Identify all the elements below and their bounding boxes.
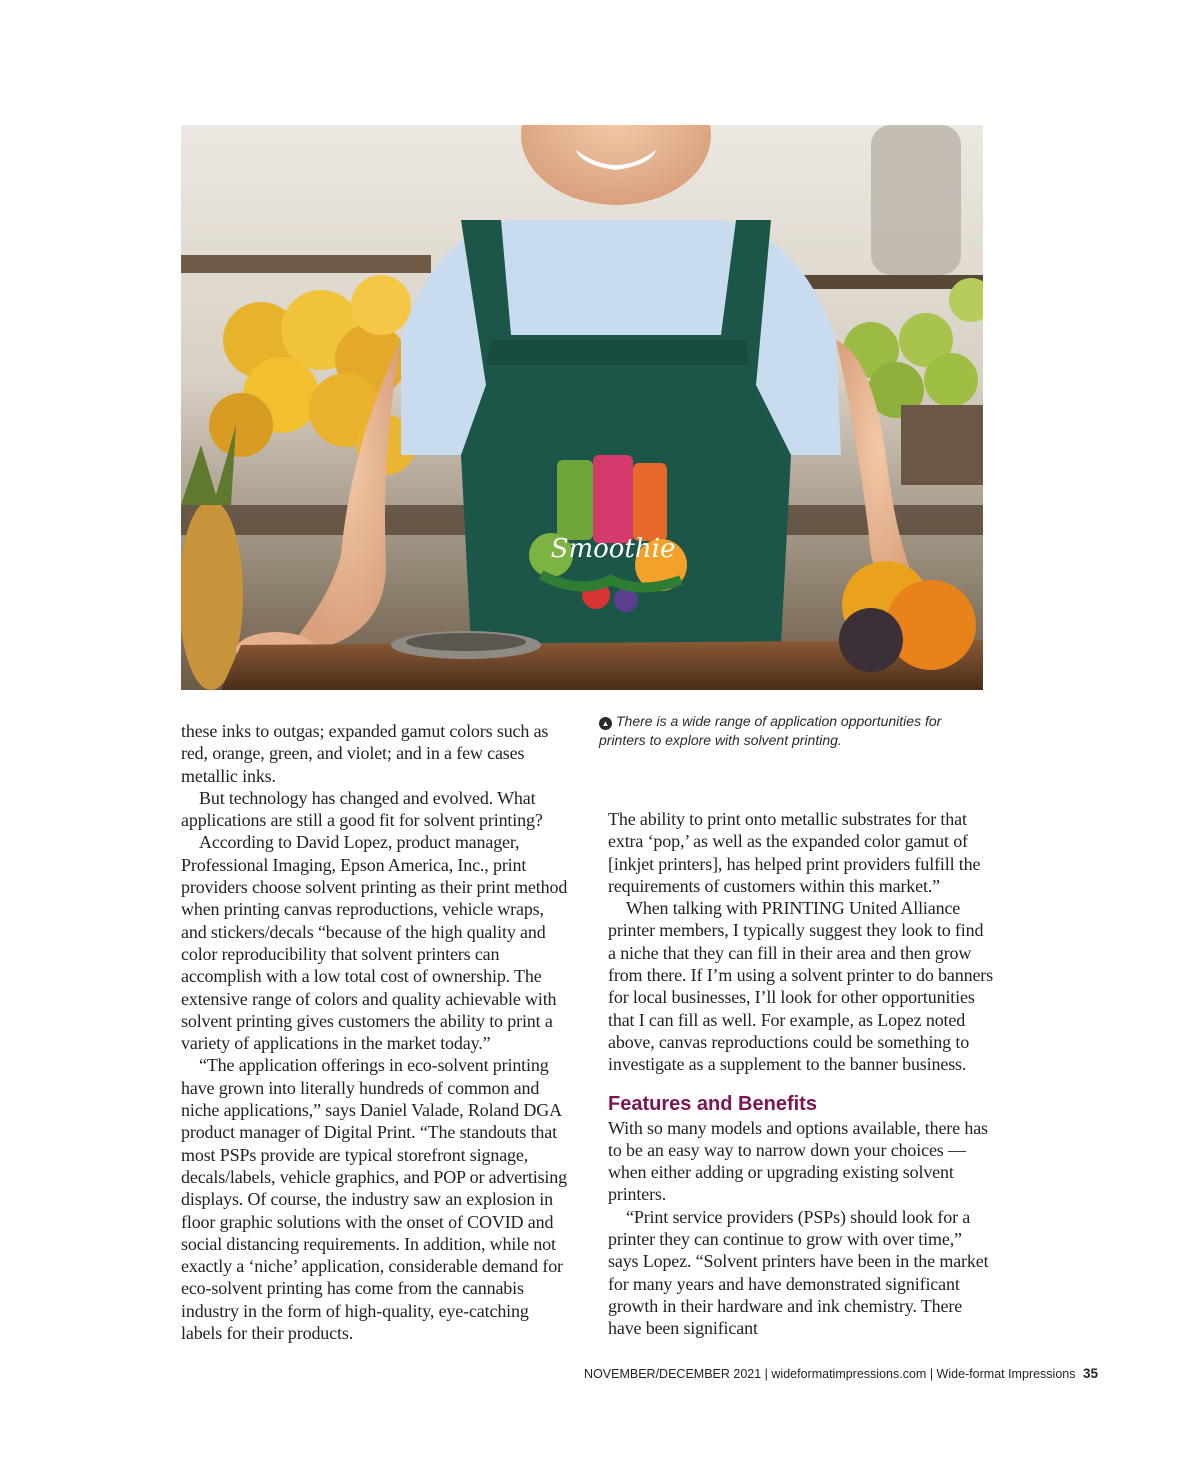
apron-logo-text: Smoothie	[550, 534, 676, 564]
right-paragraph-2: When talking with PRINTING United Alliance printer members, I typically suggest they look to find a niche that they can fill in their area and then grow from there. If I’m using a solvent printer to do banners for local businesses, I’ll look for other opportunities that I can fill as well. For example, as Lopez noted above, canvas reproductions could be something to investigate as a supplement to the banner business.	[608, 898, 993, 1075]
footer-website: wideformatimpressions.com	[771, 1367, 927, 1381]
left-text-column	[181, 720, 571, 1344]
triangle-up-icon: ▲	[599, 717, 612, 730]
left-paragraph-1: these inks to outgas; expanded gamut colors such as red, orange, green, and violet; and in a few cases metallic inks.	[181, 721, 549, 786]
left-paragraph-4: “The application offerings in eco-solvent printing have grown into literally hundreds of common and niche applications,” says Daniel Valade, Roland DGA product manager of Digital Print. “The standouts that most PSPs provide are typical storefront signage, decals/labels, vehicle graphics, and POP or advertising displays. Of course, the industry saw an explosion in floor graphic solutions with the onset of COVID and social distancing requirements. In addition, while not exactly a ‘niche’ application, considerable demand for eco-solvent printing has come from the cannabis industry in the form of high-quality, eye-catching labels for their products.	[181, 1055, 567, 1344]
section-heading: Features and Benefits	[608, 1092, 817, 1115]
footer-issue: NOVEMBER/DECEMBER 2021	[584, 1367, 762, 1381]
right-paragraph-1: The ability to print onto metallic substrates for that extra ‘pop,’ as well as the expanded color gamut of [inkjet printers], has helped print providers fulfill the requirements of customers within this market.”	[608, 809, 981, 896]
left-paragraph-3: According to David Lopez, product manager, Professional Imaging, Epson America, Inc., print providers choose solvent printing as their print method when printing canvas reproductions, vehicle wraps, and stickers/decals “because of the high quality and color reproducibility that solvent printers can accomplish with a low total cost of ownership. The extensive range of colors and quality achievable with solvent printing gives customers the ability to print a variety of applications in the market today.”	[181, 832, 568, 1054]
photo-caption	[599, 712, 979, 750]
right-paragraph-4: “Print service providers (PSPs) should look for a printer they can continue to grow with over time,” says Lopez. “Solvent printers have been in the market for many years and have demonstrated significant growth in their hardware and ink chemistry. There have been significant	[608, 1206, 989, 1339]
footer-separator: |	[929, 1367, 934, 1381]
right-paragraph-3: With so many models and options available, there has to be an easy way to narrow down your choices — when either adding or upgrading existing solvent printers.	[608, 1117, 988, 1205]
left-paragraph-2: But technology has changed and evolved. What applications are still a good fit for solvent printing?	[181, 787, 543, 831]
page-number: 35	[1082, 1366, 1098, 1381]
footer-publication: Wide-format Impressions	[936, 1367, 1076, 1381]
footer-separator: |	[764, 1367, 768, 1381]
right-text-column	[608, 808, 993, 1340]
article-photo	[181, 125, 983, 690]
smoothie-apron-illustration	[181, 125, 983, 690]
page-footer	[584, 1366, 1098, 1381]
caption-text: There is a wide range of application opportunities for printers to explore with solvent printing.	[599, 713, 942, 748]
